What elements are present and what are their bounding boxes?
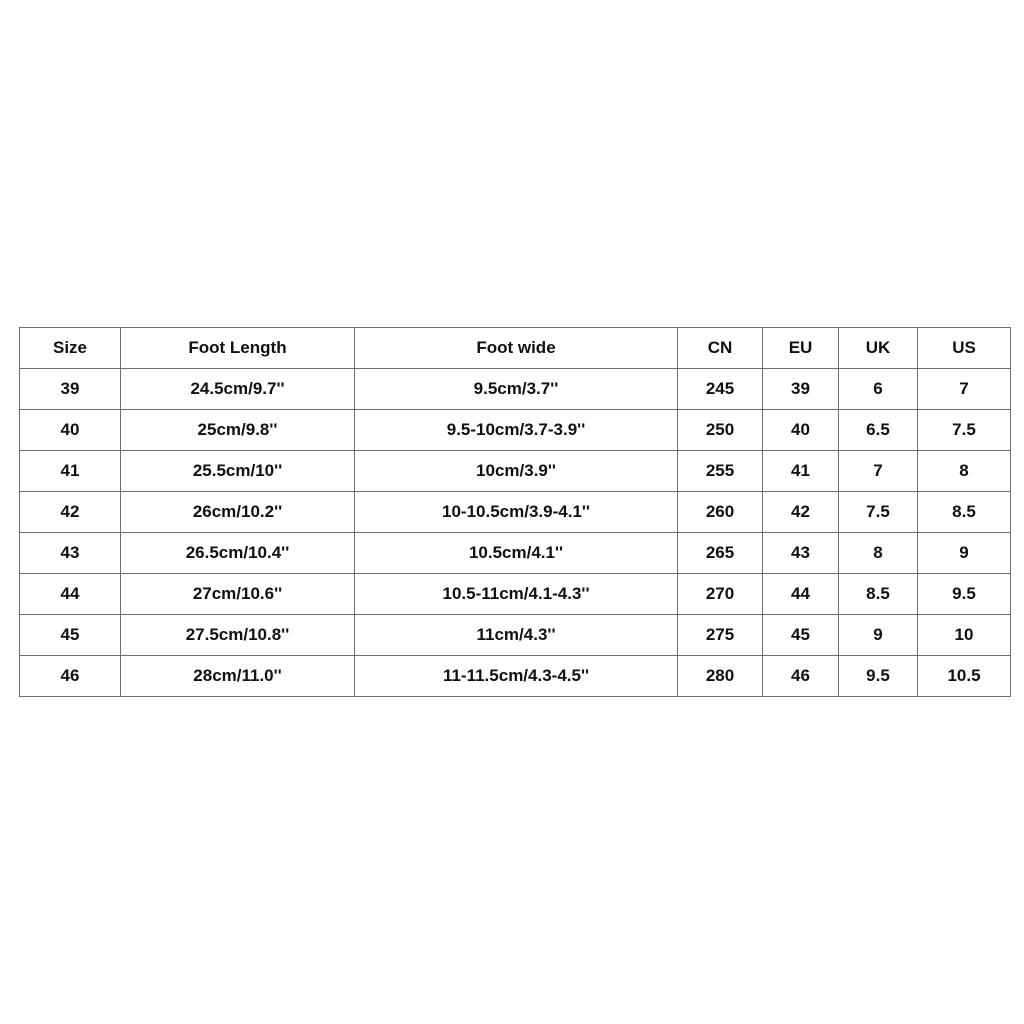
cell-us: 7.5	[918, 410, 1011, 451]
cell-uk: 9.5	[839, 656, 918, 697]
cell-eu: 41	[763, 451, 839, 492]
cell-size: 46	[20, 656, 121, 697]
table-row	[20, 369, 1011, 410]
table-row	[20, 410, 1011, 451]
cell-foot-wide: 10.5-11cm/4.1-4.3''	[355, 574, 678, 615]
table-row	[20, 492, 1011, 533]
cell-us: 9.5	[918, 574, 1011, 615]
cell-eu: 40	[763, 410, 839, 451]
cell-eu: 44	[763, 574, 839, 615]
cell-eu: 42	[763, 492, 839, 533]
cell-cn: 275	[678, 615, 763, 656]
column-header-foot-wide: Foot wide	[355, 328, 678, 369]
cell-cn: 260	[678, 492, 763, 533]
cell-us: 8.5	[918, 492, 1011, 533]
cell-size: 42	[20, 492, 121, 533]
cell-eu: 46	[763, 656, 839, 697]
cell-size: 41	[20, 451, 121, 492]
cell-cn: 270	[678, 574, 763, 615]
cell-uk: 8.5	[839, 574, 918, 615]
cell-us: 10.5	[918, 656, 1011, 697]
table-row	[20, 615, 1011, 656]
cell-size: 40	[20, 410, 121, 451]
cell-cn: 250	[678, 410, 763, 451]
cell-uk: 9	[839, 615, 918, 656]
cell-foot-wide: 10-10.5cm/3.9-4.1''	[355, 492, 678, 533]
cell-foot-length: 27.5cm/10.8''	[121, 615, 355, 656]
header-row	[20, 328, 1011, 369]
cell-foot-length: 24.5cm/9.7''	[121, 369, 355, 410]
table-row	[20, 451, 1011, 492]
cell-foot-wide: 9.5-10cm/3.7-3.9''	[355, 410, 678, 451]
cell-uk: 8	[839, 533, 918, 574]
cell-foot-wide: 10cm/3.9''	[355, 451, 678, 492]
column-header-cn: CN	[678, 328, 763, 369]
column-header-us: US	[918, 328, 1011, 369]
column-header-size: Size	[20, 328, 121, 369]
cell-foot-length: 25cm/9.8''	[121, 410, 355, 451]
cell-us: 7	[918, 369, 1011, 410]
cell-cn: 245	[678, 369, 763, 410]
cell-foot-wide: 10.5cm/4.1''	[355, 533, 678, 574]
column-header-eu: EU	[763, 328, 839, 369]
cell-cn: 280	[678, 656, 763, 697]
cell-foot-length: 26cm/10.2''	[121, 492, 355, 533]
cell-foot-length: 27cm/10.6''	[121, 574, 355, 615]
cell-us: 9	[918, 533, 1011, 574]
cell-foot-length: 28cm/11.0''	[121, 656, 355, 697]
cell-size: 39	[20, 369, 121, 410]
cell-uk: 7.5	[839, 492, 918, 533]
cell-uk: 6	[839, 369, 918, 410]
cell-cn: 255	[678, 451, 763, 492]
table-row	[20, 656, 1011, 697]
table-row	[20, 574, 1011, 615]
cell-size: 44	[20, 574, 121, 615]
cell-us: 8	[918, 451, 1011, 492]
cell-us: 10	[918, 615, 1011, 656]
cell-foot-wide: 11cm/4.3''	[355, 615, 678, 656]
cell-eu: 39	[763, 369, 839, 410]
cell-eu: 45	[763, 615, 839, 656]
column-header-uk: UK	[839, 328, 918, 369]
cell-uk: 7	[839, 451, 918, 492]
cell-size: 45	[20, 615, 121, 656]
cell-foot-wide: 11-11.5cm/4.3-4.5''	[355, 656, 678, 697]
cell-cn: 265	[678, 533, 763, 574]
cell-foot-wide: 9.5cm/3.7''	[355, 369, 678, 410]
size-chart-table	[19, 327, 1011, 697]
cell-foot-length: 26.5cm/10.4''	[121, 533, 355, 574]
column-header-foot-length: Foot Length	[121, 328, 355, 369]
cell-foot-length: 25.5cm/10''	[121, 451, 355, 492]
table-row	[20, 533, 1011, 574]
cell-size: 43	[20, 533, 121, 574]
cell-eu: 43	[763, 533, 839, 574]
cell-uk: 6.5	[839, 410, 918, 451]
